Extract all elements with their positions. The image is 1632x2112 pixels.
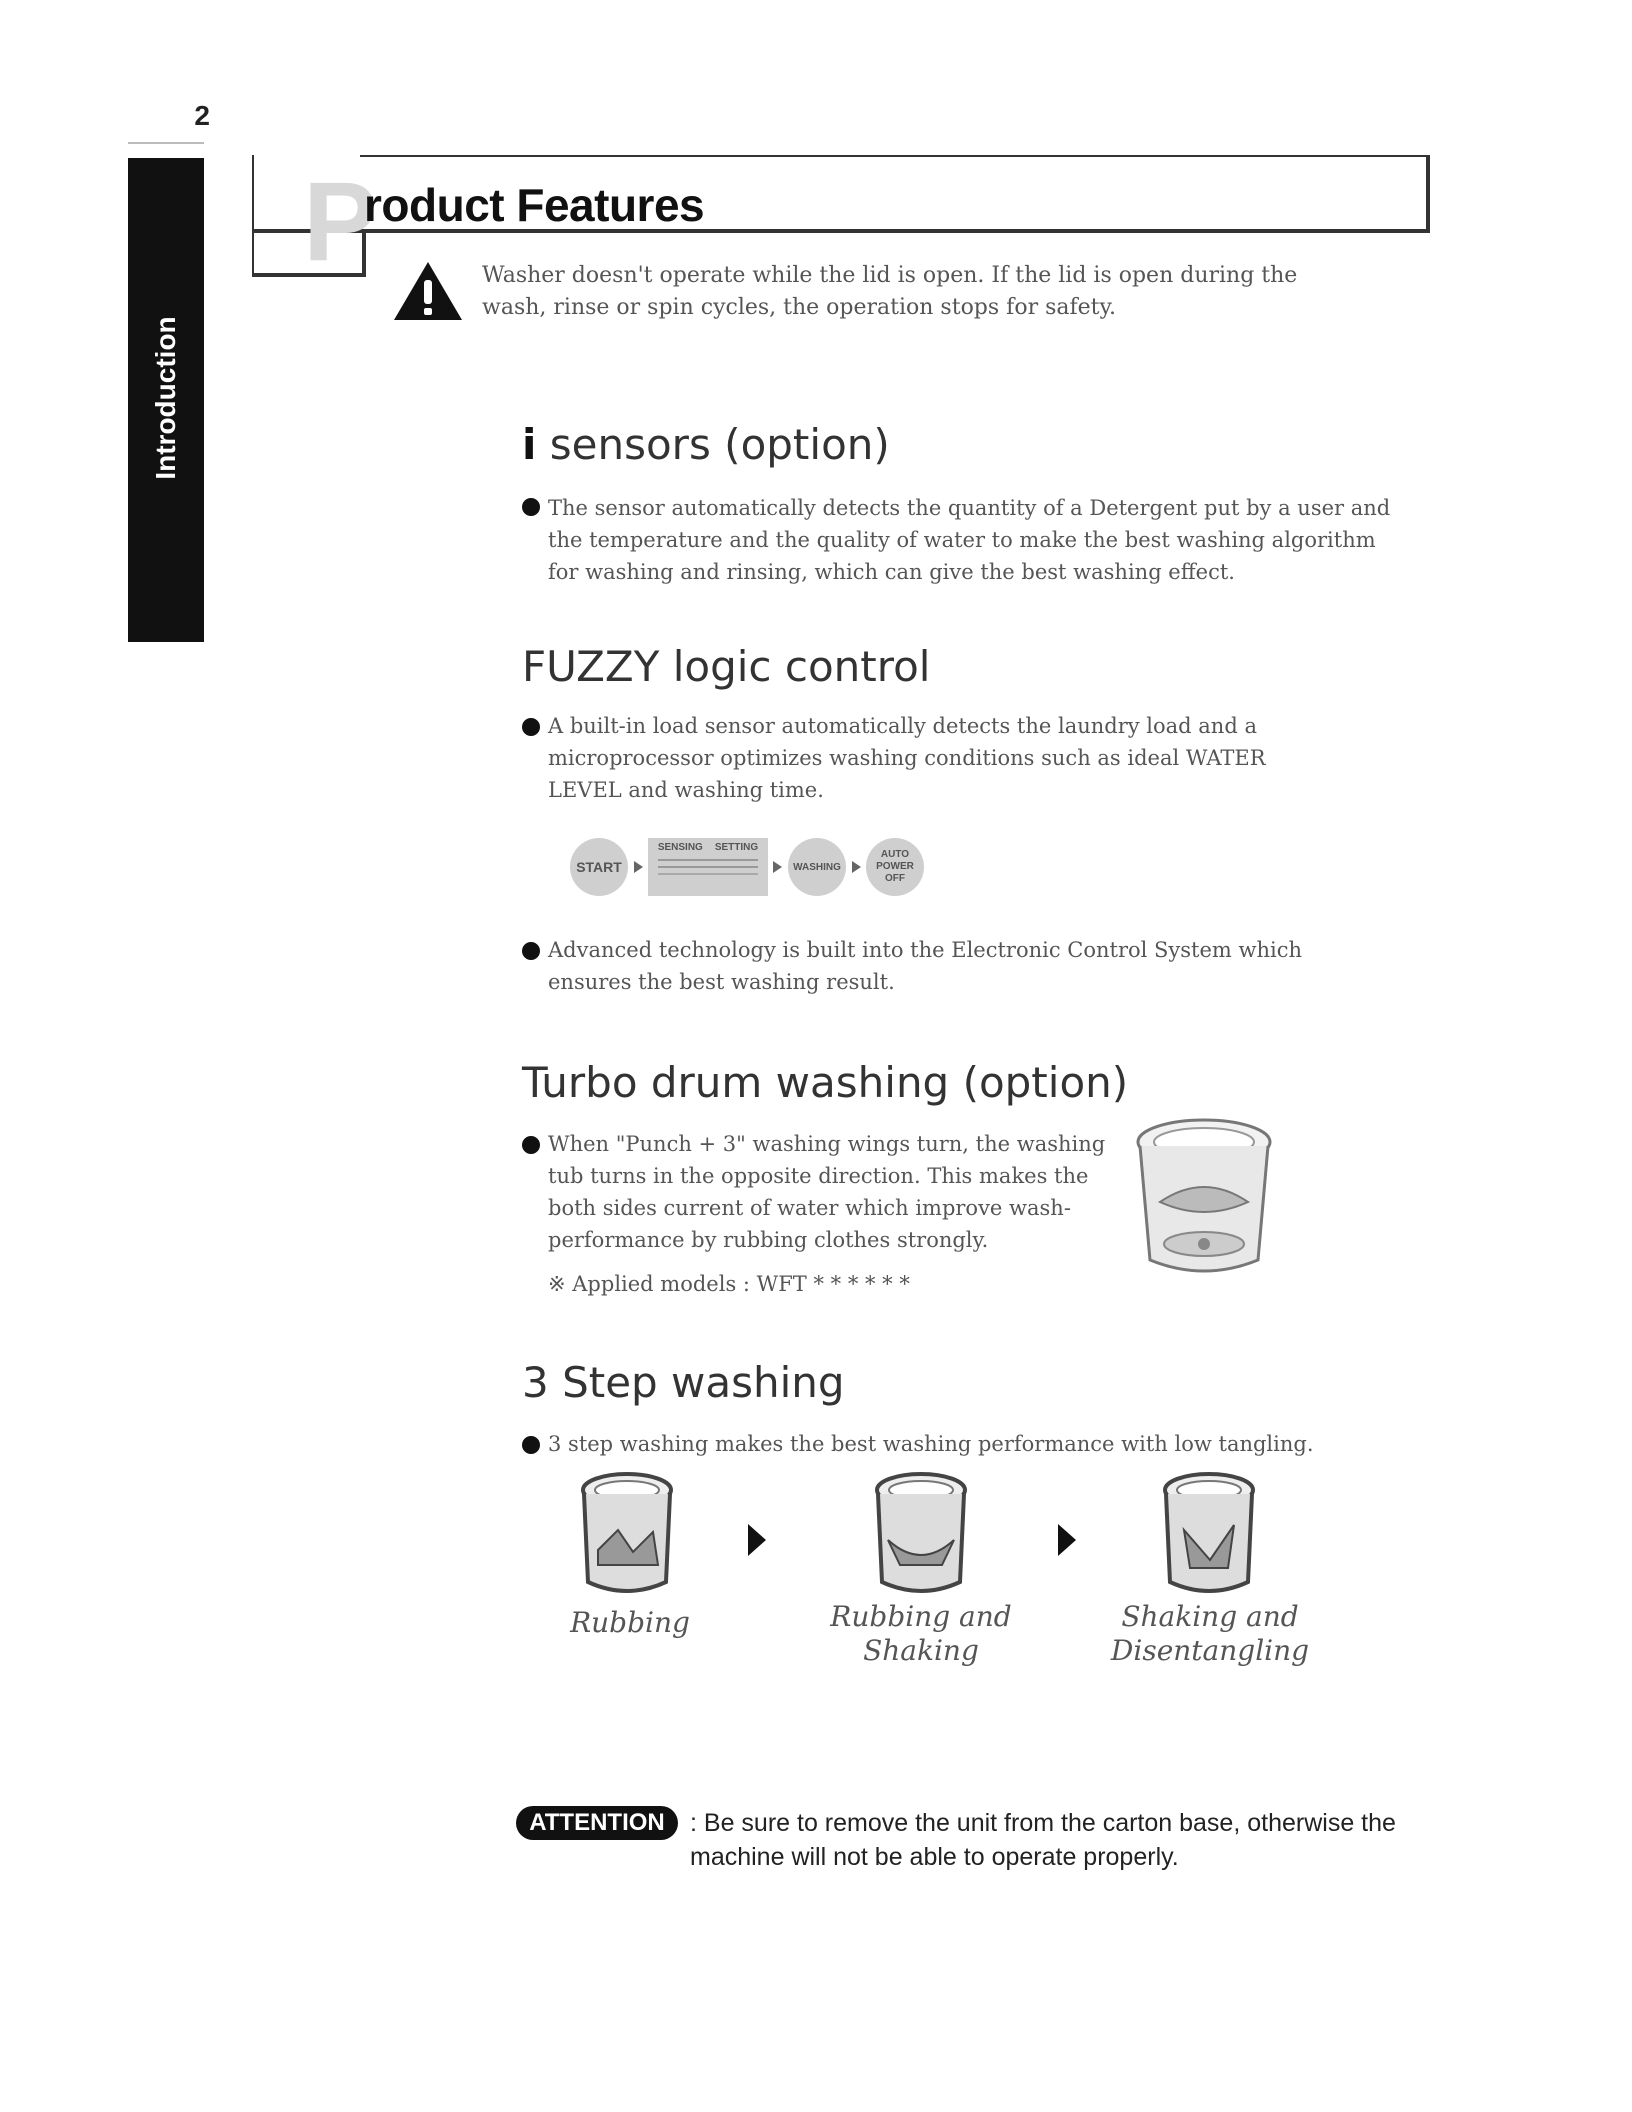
sensors-bullet: The sensor automatically detects the quantity of a Detergent put by a user and the temperature and the quality of water to make the best washing algorithm for washing and rinsing, which can give the best washing effect. (548, 496, 1391, 584)
rubbing-drum-illustration (578, 1470, 676, 1596)
sensors-heading-glyph: i (522, 420, 537, 469)
page-number: 2 (194, 100, 210, 131)
fuzzy-heading: FUZZY logic control (522, 642, 931, 691)
turbo-heading: Turbo drum washing (option) (522, 1058, 1129, 1107)
turbo-bullet: When "Punch + 3" washing wings turn, the washing tub turns in the opposite direction. This makes the both sides current of water which improve wash-performance by rubbing clothes strongly. (548, 1132, 1106, 1252)
step-arrow-icon (1058, 1524, 1076, 1556)
rubbing-shaking-drum-illustration (872, 1470, 970, 1596)
flow-start-step: START (570, 838, 628, 896)
bullet-icon (522, 718, 540, 736)
sensors-heading (522, 420, 890, 469)
attention-text: : Be sure to remove the unit from the carton base, otherwise the machine will not be able to operate properly. (690, 1809, 1396, 1871)
shaking-disentangling-drum-illustration (1160, 1470, 1258, 1596)
step-heading: 3 Step washing (522, 1358, 845, 1407)
flow-sensing-label: SENSING (657, 842, 703, 853)
flow-auto-power-off-step: AUTO POWER OFF (866, 838, 924, 896)
fuzzy-bullet-2: Advanced technology is built into the Electronic Control System which ensures the best washing result. (548, 938, 1303, 994)
flow-setting-label: SETTING (714, 842, 759, 853)
step-caption-shaking-disentangling: Shaking and Disentangling (1110, 1600, 1310, 1667)
flow-washing-step: WASHING (788, 838, 846, 896)
page-number-rule (128, 142, 204, 144)
bullet-icon (522, 1136, 540, 1154)
sensors-heading-text: sensors (option) (549, 420, 890, 469)
turbo-drum-illustration (1130, 1112, 1278, 1282)
turbo-applied-models-note: ※ Applied models : WFT * * * * * * (548, 1272, 910, 1296)
section-side-tab (128, 158, 204, 642)
flow-arrow-icon (773, 861, 782, 873)
section-side-tab-label: Introduction (150, 316, 181, 480)
attention-badge: ATTENTION (516, 1806, 678, 1840)
bullet-icon (522, 942, 540, 960)
bullet-icon (522, 1436, 540, 1454)
step-caption-rubbing: Rubbing (570, 1606, 690, 1639)
fuzzy-bullet-1: A built-in load sensor automatically detects the laundry load and a microprocessor optimizes washing conditions such as ideal WATER LEVEL and washing time. (548, 714, 1266, 802)
bullet-icon (522, 498, 540, 516)
step-caption-rubbing-shaking: Rubbing and Shaking (830, 1600, 1012, 1667)
warning-triangle-icon (392, 260, 464, 322)
flow-arrow-icon (634, 861, 643, 873)
flow-arrow-icon (852, 861, 861, 873)
title-initial-letter: P (303, 159, 378, 284)
step-bullet: 3 step washing makes the best washing performance with low tangling. (548, 1432, 1314, 1456)
step-arrow-icon (748, 1524, 766, 1556)
page-title: roduct Features (364, 179, 705, 231)
flow-sensing-setting-step (648, 838, 768, 896)
warning-text: Washer doesn't operate while the lid is open. If the lid is open during the wash, rinse or spin cycles, the operation stops for safety. (482, 263, 1298, 320)
